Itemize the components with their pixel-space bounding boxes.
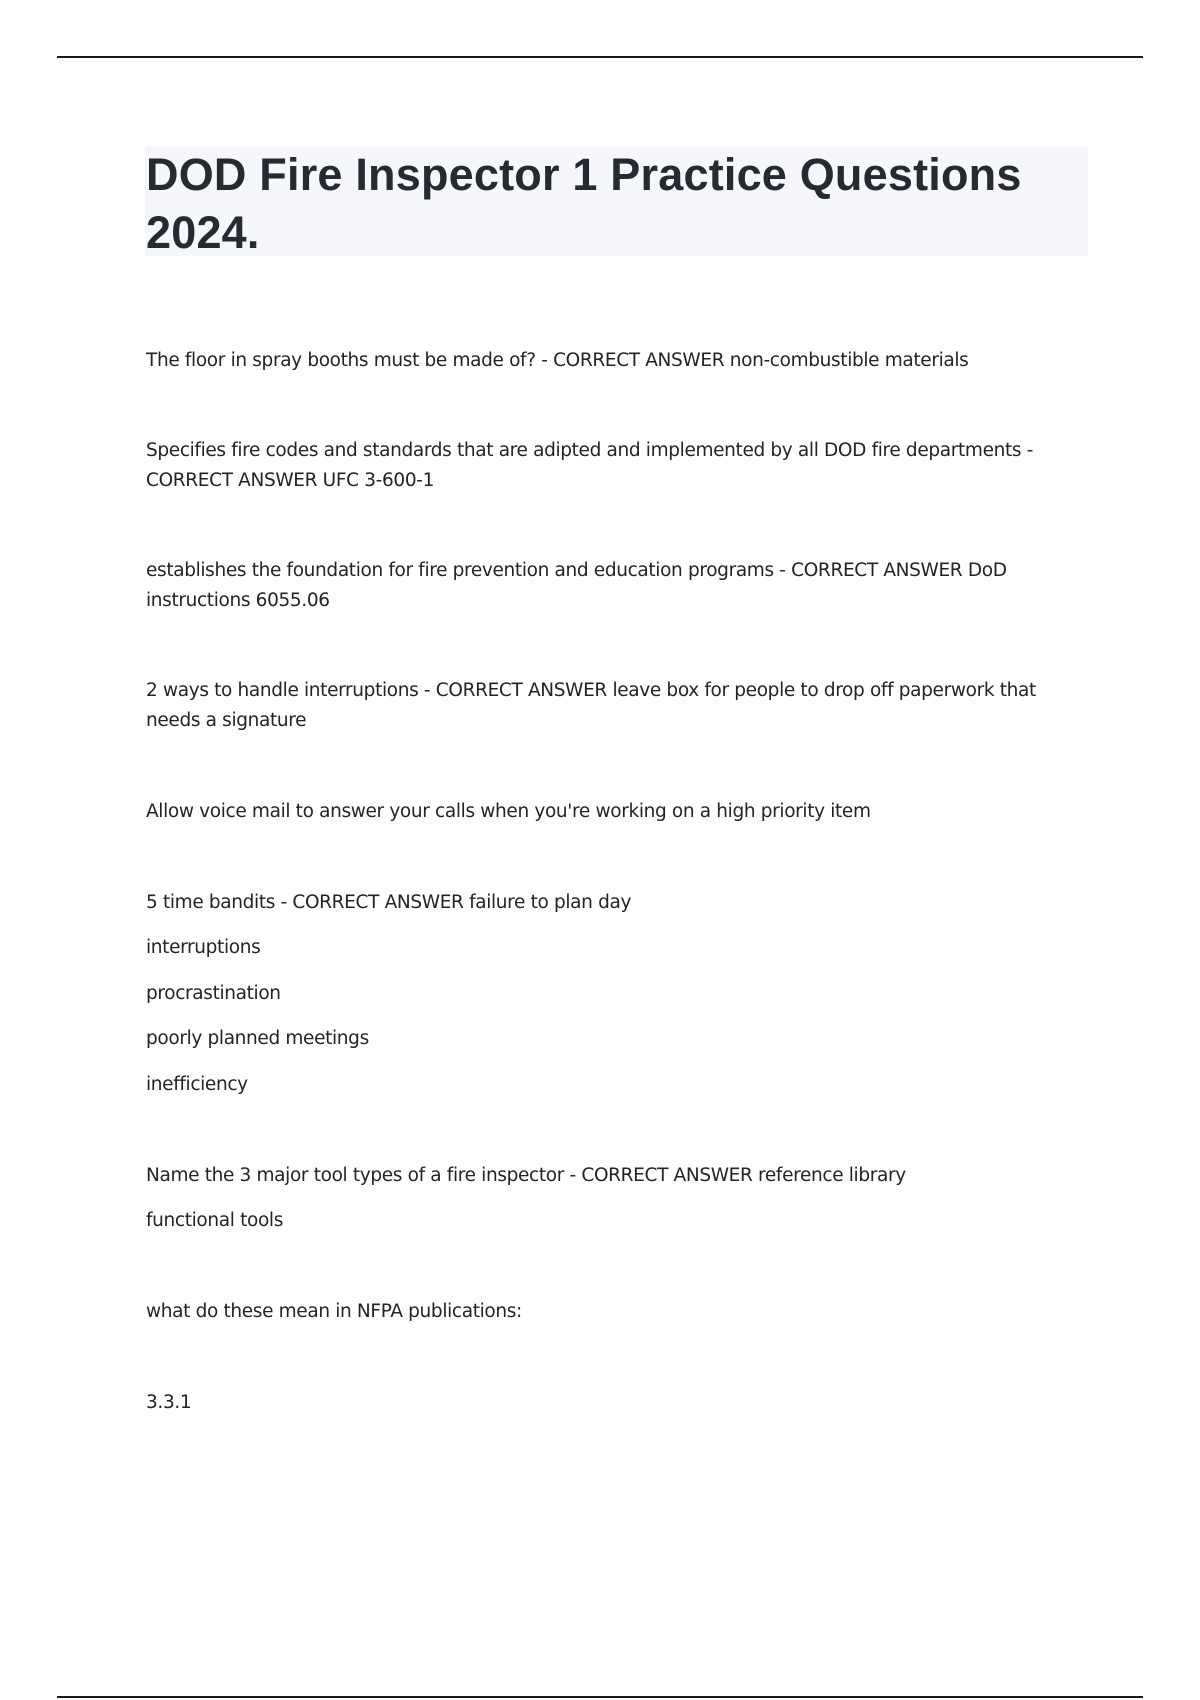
paragraph: Name the 3 major tool types of a fire inspector - CORRECT ANSWER reference library xyxy=(146,1165,906,1186)
page-title-line-2: 2024. xyxy=(146,207,260,258)
paragraph: 2 ways to handle interruptions - CORRECT ANSWER leave box for people to drop off paperwork that needs a signature xyxy=(146,680,1036,731)
list-item: inefficiency xyxy=(146,1074,248,1095)
list-item: poorly planned meetings xyxy=(146,1028,369,1049)
list-item: interruptions xyxy=(146,937,261,958)
paragraph: 3.3.1 xyxy=(146,1392,192,1413)
paragraph: Specifies fire codes and standards that are adipted and implemented by all DOD fire departments - CORRECT ANSWER UFC 3-600-1 xyxy=(146,440,1034,491)
page-title-line-1: DOD Fire Inspector 1 Practice Questions xyxy=(146,149,1022,200)
top-rule xyxy=(57,56,1143,58)
paragraph: establishes the foundation for fire prevention and education programs - CORRECT ANSWER DoD instructions 6055.06 xyxy=(146,560,1007,611)
paragraph: The floor in spray booths must be made of? - CORRECT ANSWER non-combustible materials xyxy=(146,350,969,371)
list-item: procrastination xyxy=(146,983,281,1004)
paragraph: 5 time bandits - CORRECT ANSWER failure to plan day xyxy=(146,892,632,913)
page-title xyxy=(146,146,1086,262)
paragraph: what do these mean in NFPA publications: xyxy=(146,1301,522,1322)
list-item: functional tools xyxy=(146,1210,283,1231)
paragraph: Allow voice mail to answer your calls when you're working on a high priority item xyxy=(146,801,871,822)
bottom-rule xyxy=(57,1696,1143,1698)
